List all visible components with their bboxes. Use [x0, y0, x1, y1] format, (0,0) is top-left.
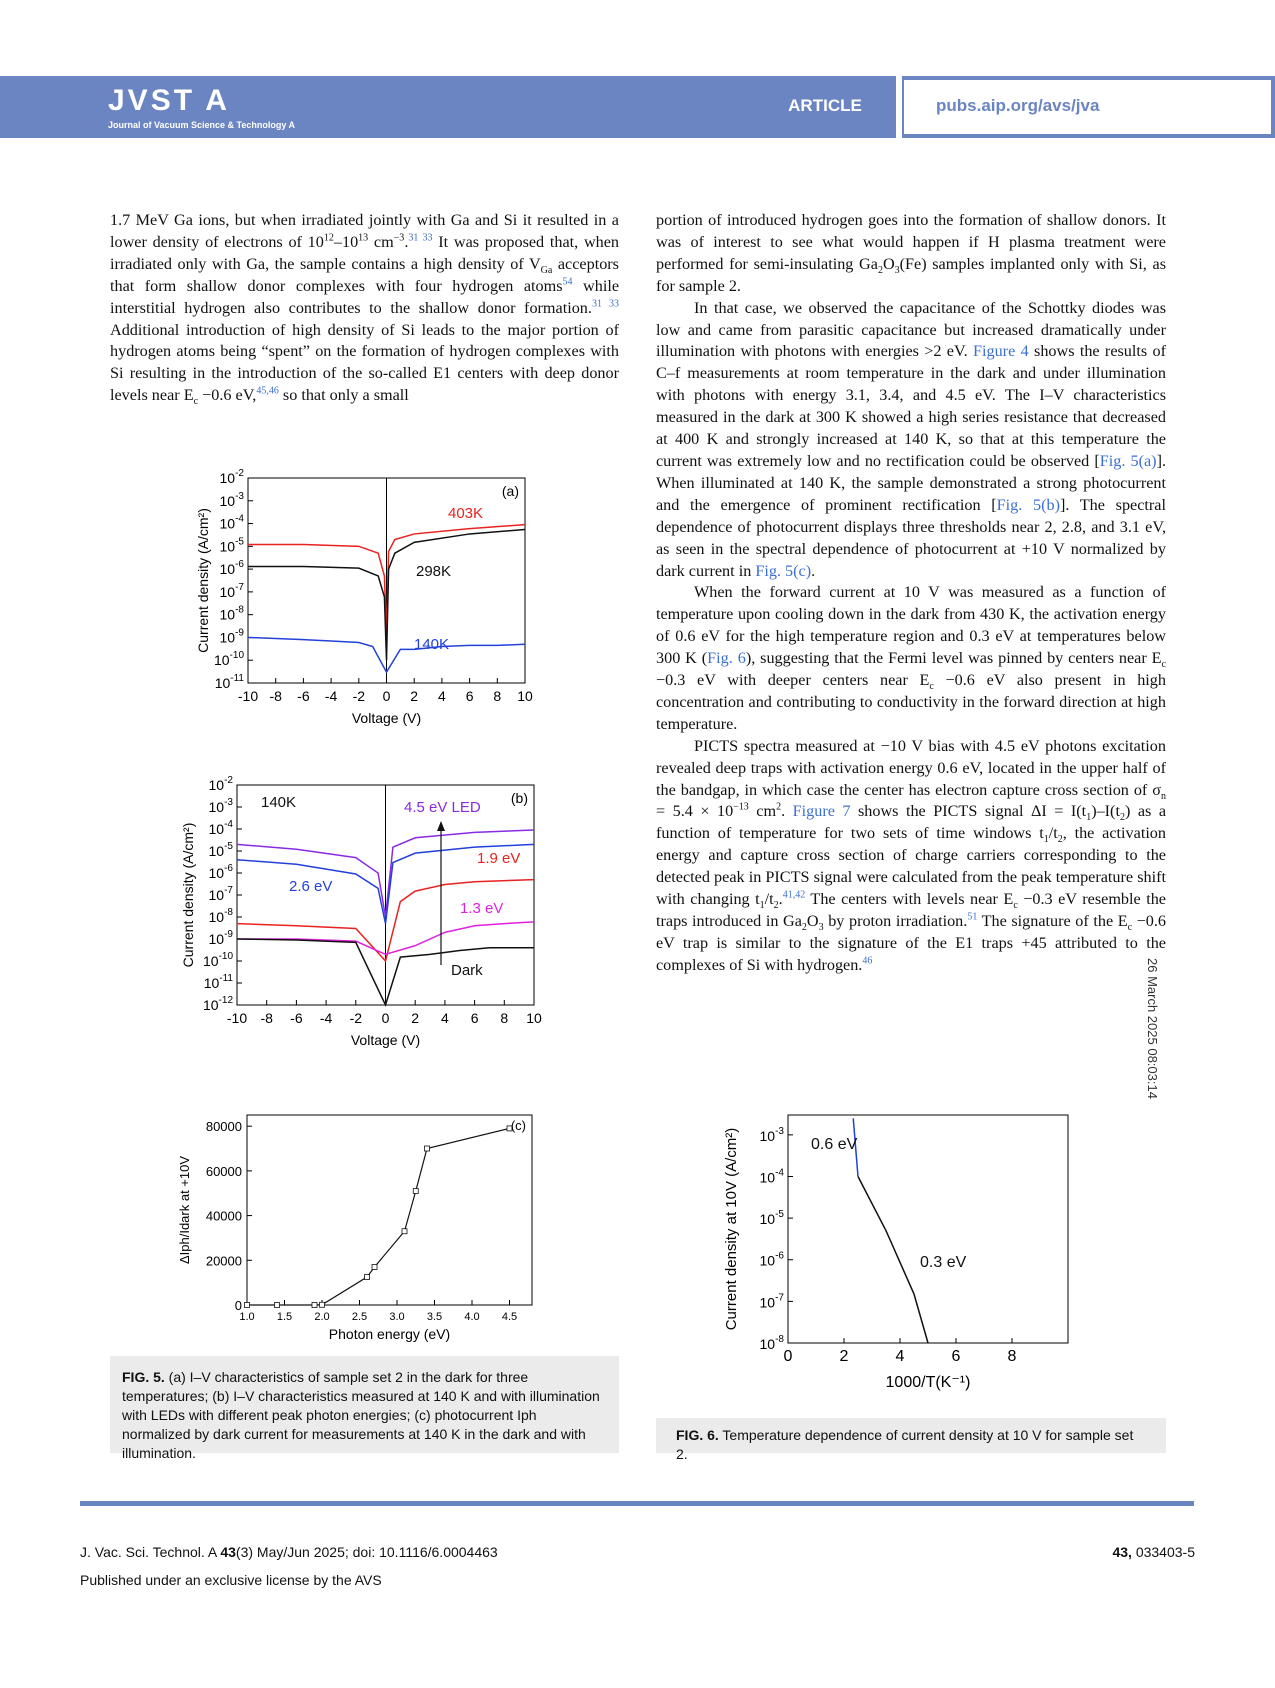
y-axis-label: Current density (A/cm²) — [195, 508, 211, 653]
y-tick-label: $10^{-8}$ — [759, 1334, 784, 1352]
label-140k: 140K — [261, 794, 297, 811]
x-tick-label: 4.5 — [501, 1311, 518, 1323]
x-tick-label: 2 — [839, 1348, 849, 1365]
series-line — [247, 1128, 510, 1305]
page-volume: 43, — [1112, 1544, 1132, 1560]
y-tick-label: $10^{-4}$ — [219, 513, 244, 532]
series-line — [858, 1176, 928, 1343]
data-point — [365, 1275, 370, 1280]
y-tick-label: 80000 — [205, 1119, 242, 1135]
label-0-3ev: 0.3 eV — [920, 1254, 967, 1271]
y-tick-label: $10^{-3}$ — [219, 490, 244, 509]
y-tick-label: $10^{-12}$ — [202, 995, 233, 1013]
data-point — [425, 1146, 430, 1151]
label-403k: 403K — [448, 505, 484, 522]
x-tick-label: -10 — [237, 688, 259, 704]
y-tick-label: $10^{-10}$ — [202, 951, 233, 969]
x-tick-label: -8 — [269, 688, 282, 704]
page-number: 033403-5 — [1131, 1544, 1195, 1560]
data-point — [245, 1303, 250, 1308]
figure-6 — [718, 1105, 1118, 1405]
x-tick-label: 2.5 — [351, 1311, 368, 1323]
body-text-right: portion of introduced hydrogen goes into the formation of shallow donors. It was of interest to see what would happen if H plasma treatment were performed for semi-insulating $Ga_2O_3(Fe)$ samples implanted only with Si, as for sample 2. In that case, we observed the capacitance of the Schottky diodes was low and came from parasitic capacitance but increased dramatically under illumination with photons with energies >2 eV. Figure 4 shows the results of C–f measurements at room temperature in the dark and under illumination with photons with energy 3.1, 3.4, and 4.5 eV. The I–V characteristics measured in the dark at 300 K showed a high series resistance that decreased at 400 K and strongly increased at 140 K, so that at this temperature the current was extremely low and no rectification could be observed [Fig. 5(a)]. When illuminated at 140 K, the sample demonstrated a strong photocurrent and the emergence of prominent rectification [Fig. 5(b)]. The spectral dependence of photocurrent displays three thresholds near 2, 2.8, and 3.1 eV, as seen in the spectral dependence of photocurrent at +10 V normalized by dark current in Fig. 5(c). When the forward current at 10 V was measured as a function of temperature upon cooling down in the dark from 430 K, the activation energy of 0.6 eV for the high temperature region and 0.3 eV at temperatures below 300 K (Fig. 6), suggesting that the Fermi level was pinned by centers near $E_c -0.3$ eV with deeper centers near $E_c -0.6$ eV also present in high concentration and contributing to conductivity in the forward direction at high temperature. PICTS spectra measured at −10 V bias with 4.5 eV photons excitation revealed deep traps with activation energy 0.6 eV, located in the upper half of the bandgap, in which case the center has electron capture cross section of $\sigma_n = 5.4 \times 10^{-13}$ $cm^2$. Figure 7 shows the PICTS signal $\Delta I = I(t_1)-I(t_2)$ as a function of temperature for two sets of time windows $t_1/t_2$, the activation energy and capture cross section of charge carriers corresponding to the detected peak in PICTS signal were calculated from the peak temperature shift with changing $t_1/t_2.^{41,42}$ The centers with levels near $E_c -0.3$ eV resemble the traps introduced in $Ga_2O_3$ by proton irradiation.$^{51}$ The signature of the $E_c -0.6$ eV trap is similar to the signature of the E1 traps +45 attributed to the complexes of Si with hydrogen.$^{46}$ — [656, 211, 1167, 974]
y-axis-label: Current density at 10V (A/cm²) — [723, 1127, 740, 1331]
data-point — [413, 1189, 418, 1194]
y-tick-label: $10^{-11}$ — [214, 673, 244, 691]
x-tick-label: 10 — [517, 688, 533, 704]
x-tick-label: 4.0 — [464, 1311, 480, 1323]
label-1-9ev: 1.9 eV — [477, 850, 521, 867]
y-tick-label: $10^{-7}$ — [208, 885, 233, 903]
y-tick-label: $10^{-11}$ — [203, 973, 233, 991]
y-tick-label: $10^{-8}$ — [208, 907, 233, 925]
journal-logo: JVST A — [108, 84, 230, 117]
citation-prefix: J. Vac. Sci. Technol. A — [80, 1544, 221, 1560]
y-tick-label: $10^{-4}$ — [759, 1167, 784, 1186]
data-point — [372, 1265, 377, 1270]
panel-label: (b) — [510, 790, 528, 806]
x-axis-label: Photon energy (eV) — [328, 1326, 451, 1342]
figure-6-caption-text: Temperature dependence of current density at 10 V for sample set 2. — [676, 1427, 1134, 1462]
x-tick-label: -6 — [290, 1010, 303, 1026]
x-tick-label: 1.0 — [239, 1311, 255, 1323]
x-tick-label: 8 — [493, 688, 502, 704]
data-point — [402, 1229, 407, 1234]
x-tick-label: -4 — [319, 1010, 333, 1026]
y-tick-label: $10^{-2}$ — [219, 468, 244, 486]
x-tick-label: 4 — [438, 688, 446, 704]
figure-5c-chart — [175, 1105, 550, 1345]
x-tick-label: 6 — [470, 1010, 479, 1026]
data-point — [320, 1302, 325, 1307]
x-tick-label: 8 — [1007, 1348, 1017, 1365]
figure-5-caption — [110, 1356, 619, 1461]
label-2-6ev: 2.6 eV — [289, 878, 333, 895]
figure-6-caption-label: FIG. 6. — [676, 1427, 719, 1443]
y-tick-label: $10^{-7}$ — [219, 581, 244, 600]
x-tick-label: 4 — [441, 1010, 449, 1026]
panel-label: (c) — [510, 1118, 526, 1133]
x-tick-label: -10 — [226, 1010, 248, 1026]
x-tick-label: 2 — [410, 688, 419, 704]
y-tick-label: $10^{-2}$ — [208, 775, 233, 793]
arrow-head — [437, 821, 445, 831]
footer-citation — [80, 1544, 498, 1560]
footer-page-number — [1112, 1544, 1195, 1560]
x-tick-label: -4 — [324, 688, 338, 704]
citation-volume: 43 — [220, 1544, 236, 1560]
x-axis-label: Voltage (V) — [351, 710, 422, 726]
section-label: ARTICLE — [788, 96, 862, 115]
y-tick-label: $10^{-6}$ — [208, 863, 233, 881]
plot-frame — [247, 1115, 532, 1305]
x-tick-label: 6 — [465, 688, 474, 704]
y-tick-label: 60000 — [205, 1163, 242, 1179]
y-tick-label: $10^{-7}$ — [759, 1292, 784, 1311]
y-tick-label: $10^{-3}$ — [208, 797, 233, 815]
y-tick-label: $10^{-10}$ — [213, 650, 244, 669]
x-tick-label: 0 — [382, 688, 391, 704]
y-axis-label: ΔIph/Idark at +10V — [177, 1155, 192, 1265]
x-tick-label: -2 — [352, 688, 366, 704]
label-dark: Dark — [451, 962, 483, 979]
journal-logo-subtitle: Journal of Vacuum Science & Technology A — [108, 120, 296, 130]
x-tick-label: 6 — [951, 1348, 961, 1365]
y-tick-label: $10^{-5}$ — [208, 841, 233, 859]
data-point — [312, 1303, 317, 1308]
y-tick-label: 40000 — [205, 1208, 242, 1224]
y-tick-label: $10^{-5}$ — [759, 1209, 784, 1228]
x-tick-label: 1.5 — [276, 1311, 293, 1323]
panel-label: (a) — [501, 483, 519, 499]
y-tick-label: 20000 — [205, 1253, 242, 1269]
footer-license: Published under an exclusive license by the AVS — [80, 1572, 382, 1588]
y-tick-label: $10^{-6}$ — [219, 559, 244, 578]
label-298k: 298K — [416, 563, 452, 580]
x-tick-label: 2 — [411, 1010, 420, 1026]
figure-6-chart — [718, 1105, 1118, 1405]
x-tick-label: -8 — [260, 1010, 273, 1026]
figure-5a — [190, 468, 550, 738]
y-tick-label: 0 — [234, 1298, 242, 1313]
y-tick-label: $10^{-4}$ — [208, 819, 233, 837]
y-axis-label: Current density (A/cm²) — [180, 822, 196, 968]
label-4-5ev-led: 4.5 eV LED — [404, 799, 481, 816]
figure-5b — [175, 775, 560, 1060]
x-tick-label: 3.5 — [426, 1311, 443, 1323]
y-tick-label: $10^{-3}$ — [759, 1125, 784, 1144]
x-tick-label: 10 — [526, 1010, 542, 1026]
footer-rule — [80, 1501, 1194, 1506]
figure-5c — [175, 1105, 550, 1345]
x-tick-label: 0 — [381, 1010, 390, 1026]
y-tick-label: $10^{-9}$ — [219, 627, 244, 646]
label-140k: 140K — [414, 636, 450, 653]
y-tick-label: $10^{-9}$ — [208, 929, 233, 947]
x-tick-label: -6 — [297, 688, 310, 704]
x-axis-label: Voltage (V) — [350, 1032, 421, 1048]
data-point — [275, 1303, 280, 1308]
x-tick-label: 2.0 — [314, 1311, 330, 1323]
citation-suffix: (3) May/Jun 2025; doi: 10.1116/6.0004463 — [235, 1544, 498, 1560]
figure-5-caption-text: (a) I–V characteristics of sample set 2 in the dark for three temperatures; (b) I–V characteristics measured at 140 K and with illumination with LEDs with different peak photon energies; (c) photocurrent Iph normalized by dark current for measurements at 140 K in the dark and with illumination. — [122, 1369, 600, 1461]
figure-5b-chart — [175, 775, 560, 1060]
x-tick-label: 0 — [783, 1348, 793, 1365]
figure-5a-chart — [190, 468, 550, 738]
figure-5-caption-label: FIG. 5. — [122, 1369, 165, 1385]
x-tick-label: 8 — [500, 1010, 509, 1026]
figure-6-caption — [656, 1418, 1166, 1462]
x-tick-label: 4 — [895, 1348, 905, 1365]
y-tick-label: $10^{-5}$ — [219, 536, 244, 555]
journal-url-link[interactable]: pubs.aip.org/avs/jva — [936, 96, 1100, 115]
label-1-3ev: 1.3 eV — [460, 900, 504, 917]
x-axis-label: 1000/T(K⁻¹) — [885, 1374, 971, 1391]
y-tick-label: $10^{-8}$ — [219, 604, 244, 623]
body-text-left: 1.7 MeV Ga ions, but when irradiated jointly with Ga and Si it resulted in a lower density of electrons of $10^{12}-10^{13}$ $cm^{-3}.^{31 33}$ It was proposed that, when irradiated only with Ga, the sample contains a high density of $V_{Ga}$ acceptors that form shallow donor complexes with four hydrogen atoms$^{54}$ while interstitial hydrogen also contributes to the shallow donor formation.$^{31 33}$ Additional introduction of high density of Si leads to the major portion of hydrogen atoms being “spent” on the formation of hydrogen complexes with Si resulting in the introduction of the so-called E1 centers with deep donor levels near $E_c -0.6$ eV,$^{45,46}$ so that only a small — [110, 211, 620, 408]
x-tick-label: -2 — [349, 1010, 363, 1026]
download-timestamp: 26 March 2025 08:03:14 — [1145, 958, 1160, 1099]
x-tick-label: 3.0 — [389, 1311, 405, 1323]
label-0-6ev: 0.6 eV — [811, 1136, 858, 1153]
y-tick-label: $10^{-6}$ — [759, 1250, 784, 1269]
